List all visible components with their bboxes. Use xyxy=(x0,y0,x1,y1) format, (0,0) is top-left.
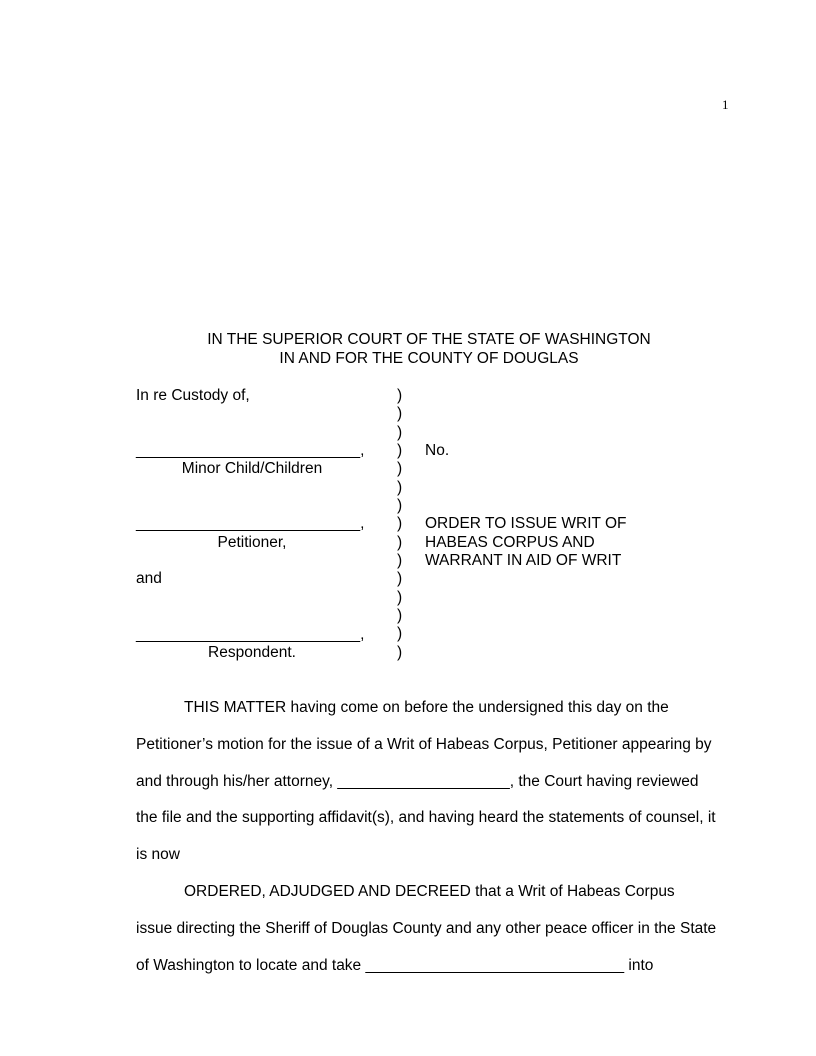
caption-parenthesis-column xyxy=(397,387,402,662)
order-body xyxy=(136,690,722,984)
order-title-line: WARRANT IN AID OF WRIT xyxy=(425,552,622,569)
caption-parenthesis: ) xyxy=(397,607,403,625)
body-paragraph-line: ORDERED, ADJUDGED AND DECREED that a Writ of Habeas Corpus xyxy=(184,882,675,900)
respondent-name-blank: __________________________, xyxy=(136,626,365,643)
court-heading-line-1: IN THE SUPERIOR COURT OF THE STATE OF WASHINGTON xyxy=(207,331,651,348)
body-paragraph-line: the file and the supporting affidavit(s), and having heard the statements of counsel, it xyxy=(136,809,716,827)
caption-parenthesis: ) xyxy=(397,643,403,661)
caption-parenthesis: ) xyxy=(397,497,403,515)
caption-parenthesis: ) xyxy=(397,570,403,588)
caption-parenthesis: ) xyxy=(397,588,403,606)
petitioner-name-blank: __________________________, xyxy=(136,515,365,532)
caption-parenthesis: ) xyxy=(397,478,403,496)
and-label: and xyxy=(136,570,162,587)
minor-child-label: Minor Child/Children xyxy=(181,460,323,477)
caption-parenthesis: ) xyxy=(397,423,403,441)
caption-parenthesis: ) xyxy=(397,515,403,533)
court-heading xyxy=(136,331,722,368)
caption-parenthesis: ) xyxy=(397,533,403,551)
order-title-line: ORDER TO ISSUE WRIT OF xyxy=(425,515,627,532)
order-title xyxy=(425,515,627,571)
caption-parenthesis: ) xyxy=(397,552,403,570)
court-heading-line-2: IN AND FOR THE COUNTY OF DOUGLAS xyxy=(279,349,579,367)
case-caption xyxy=(136,387,736,667)
minor-child-name-blank: __________________________, xyxy=(136,442,365,459)
caption-parenthesis: ) xyxy=(397,442,403,460)
petitioner-label: Petitioner, xyxy=(217,534,287,551)
case-number-label: No. xyxy=(425,442,450,459)
body-paragraph-line: is now xyxy=(136,846,180,864)
respondent-label: Respondent. xyxy=(208,644,296,661)
caption-parenthesis: ) xyxy=(397,405,403,423)
caption-parenthesis: ) xyxy=(397,625,403,643)
body-paragraph-line: Petitioner’s motion for the issue of a Writ of Habeas Corpus, Petitioner appearing by xyxy=(136,735,712,753)
body-paragraph-line: issue directing the Sheriff of Douglas County and any other peace officer in the State xyxy=(136,919,717,937)
order-title-line: HABEAS CORPUS AND xyxy=(425,533,595,551)
page-number: 1 xyxy=(722,97,729,112)
caption-parenthesis: ) xyxy=(397,387,403,404)
body-paragraph-line: THIS MATTER having come on before the undersigned this day on the xyxy=(184,699,669,716)
body-paragraph-line: and through his/her attorney, ____________________, the Court having reviewed xyxy=(136,772,699,790)
body-paragraph-line: of Washington to locate and take ______________________________ into xyxy=(136,956,654,974)
caption-parenthesis: ) xyxy=(397,460,403,478)
in-re-label: In re Custody of, xyxy=(136,387,250,404)
